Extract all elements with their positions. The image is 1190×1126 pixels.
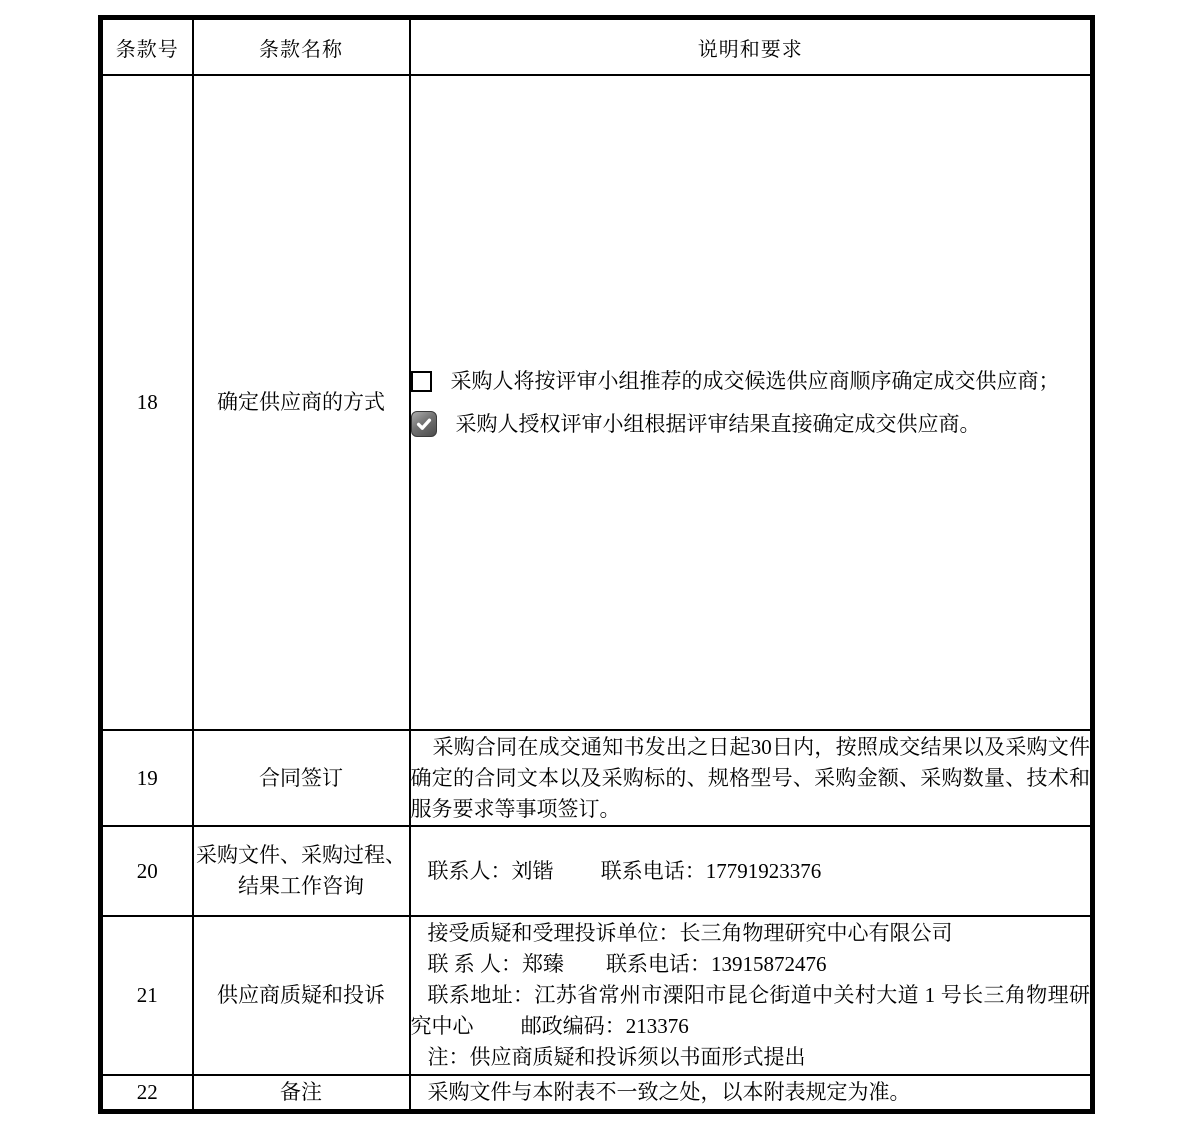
term-number: 18 [101, 75, 193, 730]
table-row-20 [101, 826, 1093, 916]
term-name: 供应商质疑和投诉 [193, 916, 410, 1075]
term-description [410, 730, 1093, 826]
description-paragraph: 接受质疑和受理投诉单位：长三角物理研究中心有限公司 [427, 921, 953, 945]
description-paragraph: 联 系 人：郑臻 联系电话：13915872476 [427, 952, 827, 976]
description-paragraph: 注：供应商质疑和投诉须以书面形式提出 [427, 1045, 806, 1069]
term-description [410, 916, 1093, 1075]
supplier-determination-options [411, 368, 1091, 438]
term-name: 采购文件、采购过程、结果工作咨询 [193, 826, 410, 916]
header-term-name: 条款名称 [193, 18, 410, 76]
header-row [101, 18, 1093, 76]
term-number: 19 [101, 730, 193, 826]
option-row [411, 411, 1091, 438]
table-row-19 [101, 730, 1093, 826]
option-row [411, 368, 1091, 395]
description-paragraph: 采购合同在成交通知书发出之日起30日内，按照成交结果以及采购文件确定的合同文本以及采购标的、规格型号、采购金额、采购数量、技术和服务要求等事项签订。 [410, 734, 1090, 821]
header-term-number: 条款号 [101, 18, 193, 76]
option-text: 采购人授权评审小组根据评审结果直接确定成交供应商。 [455, 411, 981, 436]
term-number: 22 [101, 1075, 193, 1112]
terms-table [98, 15, 1095, 1114]
term-description [410, 826, 1093, 916]
term-number: 21 [101, 916, 193, 1075]
description-paragraph: 联系人：刘锴 联系电话：17791923376 [427, 858, 822, 883]
option-text: 采购人将按评审小组推荐的成交候选供应商顺序确定成交供应商； [450, 368, 1060, 393]
term-description [410, 1075, 1093, 1112]
term-name: 确定供应商的方式 [193, 75, 410, 730]
table-row-22 [101, 1075, 1093, 1112]
table-row-18 [101, 75, 1093, 730]
term-name: 备注 [193, 1075, 410, 1112]
term-name: 合同签订 [193, 730, 410, 826]
header-description: 说明和要求 [410, 18, 1093, 76]
table-row-21 [101, 916, 1093, 1075]
checkbox-unchecked-icon[interactable] [411, 371, 432, 392]
checkbox-checked-icon[interactable] [411, 411, 437, 437]
term-number: 20 [101, 826, 193, 916]
term-description [410, 75, 1093, 730]
description-paragraph: 采购文件与本附表不一致之处，以本附表规定为准。 [427, 1080, 911, 1104]
description-paragraph: 联系地址：江苏省常州市溧阳市昆仑街道中关村大道 1 号长三角物理研究中心 邮政编码：213376 [410, 983, 1090, 1038]
